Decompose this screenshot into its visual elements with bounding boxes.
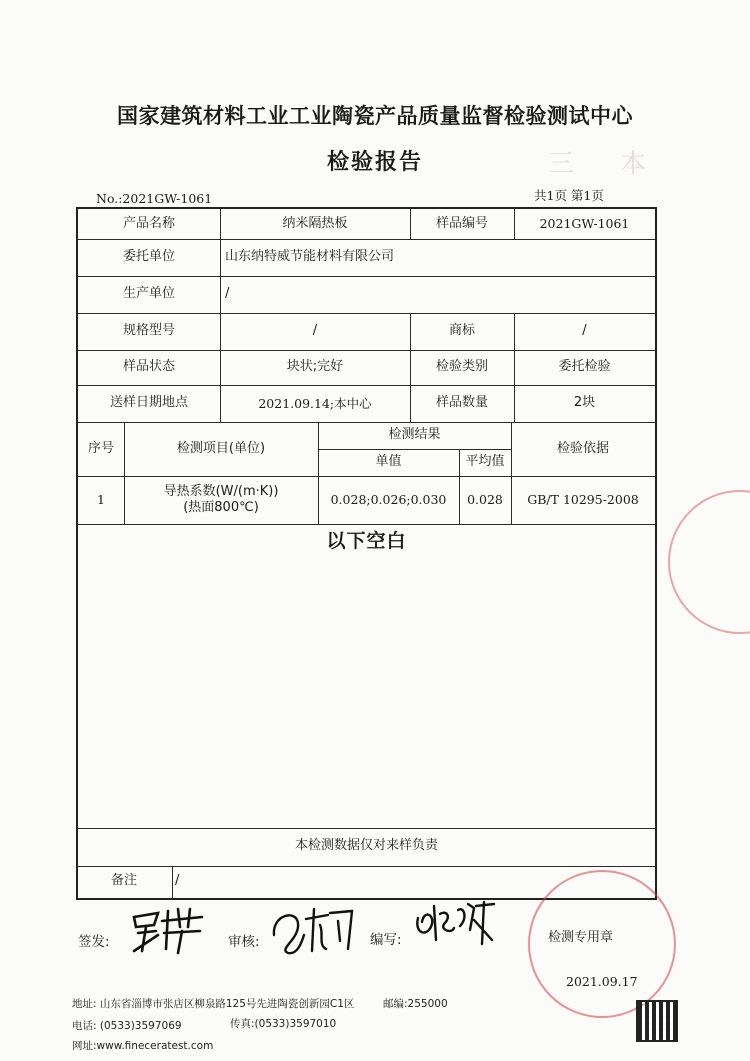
org-title: 国家建筑材料工业工业陶瓷产品质量监督检验测试中心 xyxy=(117,104,633,128)
inspection-category-label: 检验类别 xyxy=(435,359,488,375)
sample-no-label: 样品编号 xyxy=(435,215,488,231)
reviewer-signature xyxy=(268,905,354,957)
report-title: 检验报告 xyxy=(326,150,423,175)
sample-state-value: 块状;完好 xyxy=(286,359,344,375)
product-name-value: 纳米隔热板 xyxy=(282,215,348,231)
col-avg-header: 平均值 xyxy=(465,454,505,470)
blank-below-note: 以下空白 xyxy=(326,529,407,552)
product-name-label: 产品名称 xyxy=(122,215,175,231)
review-label: 审核: xyxy=(228,934,260,950)
row-item-line2: (热面800℃) xyxy=(183,500,259,515)
col-item-header: 检测项目(单位) xyxy=(176,440,266,456)
delivery-label: 送样日期地点 xyxy=(109,395,188,411)
report-number: No.:2021GW-1061 xyxy=(96,191,213,206)
page-info: 共1页 第1页 xyxy=(534,188,604,203)
watermark: 三本 xyxy=(548,149,693,179)
col-result-header: 检测结果 xyxy=(388,427,441,443)
manufacturer-label: 生产单位 xyxy=(122,286,175,302)
disclaimer: 本检测数据仅对来样负责 xyxy=(294,837,438,853)
col-basis-header: 检验依据 xyxy=(556,440,609,456)
sample-state-label: 样品状态 xyxy=(122,359,175,375)
client-label: 委托单位 xyxy=(122,249,175,265)
row-seq: 1 xyxy=(97,492,105,508)
compiler-signature xyxy=(412,900,496,948)
client-value: 山东纳特威节能材料有限公司 xyxy=(225,249,395,265)
footer-postcode: 邮编:255000 xyxy=(383,998,448,1010)
delivery-value: 2021.09.14;本中心 xyxy=(258,395,372,411)
col-single-header: 单值 xyxy=(375,454,402,470)
spec-value: / xyxy=(312,323,318,339)
sample-no-value: 2021GW-1061 xyxy=(539,216,630,232)
row-item-line1: 导热系数(W/(m·K)) xyxy=(163,483,279,499)
footer-phone: 电话: (0533)3597069 xyxy=(72,1020,182,1032)
stamp-label: 检测专用章 xyxy=(548,930,614,945)
col-seq-header: 序号 xyxy=(87,440,114,456)
issue-label: 签发: xyxy=(78,934,110,950)
footer-website: 网址:www.fineceratest.com xyxy=(72,1040,214,1052)
sample-quantity-label: 样品数量 xyxy=(435,395,488,411)
footer-fax: 传真:(0533)3597010 xyxy=(230,1018,337,1030)
trademark-label: 商标 xyxy=(448,323,475,339)
trademark-value: / xyxy=(582,323,587,339)
issuer-signature xyxy=(128,905,206,955)
row-basis: GB/T 10295-2008 xyxy=(527,492,639,508)
compile-label: 编写: xyxy=(370,932,402,948)
remarks-label: 备注 xyxy=(110,872,137,888)
edge-seal-stamp xyxy=(668,490,750,634)
qr-code-icon xyxy=(636,1000,678,1042)
spec-label: 规格型号 xyxy=(122,323,175,339)
stamp-date: 2021.09.17 xyxy=(566,974,638,989)
inspection-category-value: 委托检验 xyxy=(558,359,611,375)
remarks-value: / xyxy=(175,872,180,888)
manufacturer-value: / xyxy=(225,286,230,302)
footer-address: 地址: 山东省淄博市张店区柳泉路125号先进陶瓷创新园C1区 xyxy=(72,998,355,1010)
sample-quantity-value: 2块 xyxy=(573,395,596,411)
row-single-values: 0.028;0.026;0.030 xyxy=(330,492,447,508)
row-average: 0.028 xyxy=(467,492,503,508)
row-item xyxy=(124,476,318,524)
